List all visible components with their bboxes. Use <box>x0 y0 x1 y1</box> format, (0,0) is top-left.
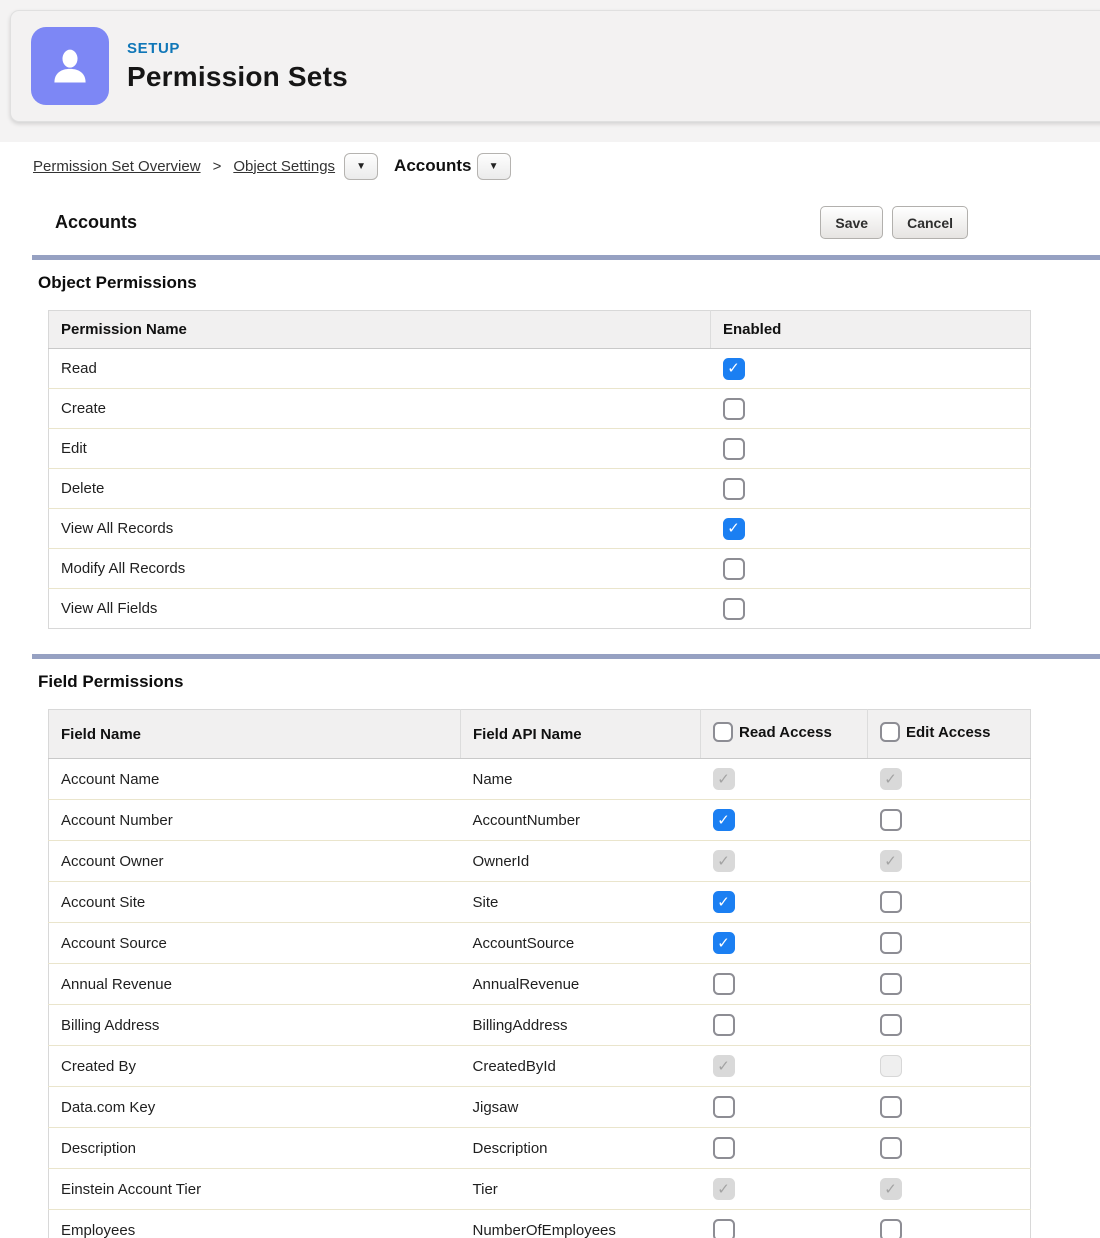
field-api-name-cell: AccountSource <box>461 923 701 964</box>
read-access-cell <box>701 882 868 923</box>
read-access-cell <box>701 759 868 800</box>
enabled-checkbox[interactable] <box>723 478 745 500</box>
field-name-cell: Account Number <box>49 800 461 841</box>
read-access-cell <box>701 1169 868 1210</box>
field-name-cell: Created By <box>49 1046 461 1087</box>
permission-name-cell: Edit <box>49 429 711 469</box>
enabled-cell <box>711 429 1031 469</box>
enabled-cell <box>711 589 1031 629</box>
field-api-name-cell: AnnualRevenue <box>461 964 701 1005</box>
edit-access-cell <box>868 1128 1031 1169</box>
field-permission-row <box>49 841 1031 882</box>
field-name-cell: Billing Address <box>49 1005 461 1046</box>
field-api-name-cell: Name <box>472 770 513 788</box>
edit-access-checkbox: ✓ <box>880 768 902 790</box>
field-permission-row <box>49 1046 1031 1087</box>
field-name-cell: Einstein Account Tier <box>49 1169 461 1210</box>
object-name-heading: Accounts <box>55 212 138 232</box>
field-api-name-cell: OwnerId <box>461 841 701 882</box>
edit-access-checkbox[interactable] <box>880 891 902 913</box>
object-permissions-table <box>48 310 1031 629</box>
read-access-checkbox[interactable] <box>713 1096 735 1118</box>
field-permissions-header-row <box>49 710 1031 759</box>
field-api-name-cell: AccountNumber <box>461 800 701 841</box>
section-divider <box>32 654 1100 659</box>
permission-name-cell: Modify All Records <box>49 549 711 589</box>
edit-access-cell <box>868 841 1031 882</box>
read-access-select-all-checkbox[interactable] <box>713 722 733 742</box>
field-permission-row <box>49 759 1031 800</box>
read-access-cell <box>701 1128 868 1169</box>
field-name-cell: Data.com Key <box>49 1087 461 1128</box>
object-permission-row <box>49 509 1031 549</box>
edit-access-checkbox[interactable] <box>880 1014 902 1036</box>
enabled-cell <box>711 349 1031 389</box>
object-permission-row <box>49 589 1031 629</box>
breadcrumb-current-object: Accounts <box>394 156 472 175</box>
read-access-checkbox: ✓ <box>713 1055 735 1077</box>
field-name-cell: Employees <box>49 1210 461 1238</box>
read-access-checkbox[interactable] <box>713 973 735 995</box>
read-access-cell <box>701 923 868 964</box>
edit-access-cell <box>868 1005 1031 1046</box>
chevron-down-icon: ▼ <box>488 160 499 172</box>
column-header-permission-name: Permission Name <box>49 311 711 349</box>
field-permission-row <box>49 800 1031 841</box>
field-permission-row <box>49 1169 1031 1210</box>
field-name-cell: Account Source <box>49 923 461 964</box>
field-name-cell: Account Site <box>49 882 461 923</box>
object-permission-row <box>49 549 1031 589</box>
field-name-cell: Account Name <box>61 770 160 788</box>
edit-access-cell <box>868 923 1031 964</box>
read-access-cell <box>701 841 868 882</box>
field-api-name-cell: NumberOfEmployees <box>461 1210 701 1238</box>
enabled-checkbox[interactable] <box>723 438 745 460</box>
field-permissions-table <box>48 709 1031 1238</box>
field-permissions-heading: Field Permissions <box>38 672 184 691</box>
breadcrumb-object-settings-link[interactable]: Object Settings <box>233 157 336 175</box>
enabled-checkbox[interactable]: ✓ <box>723 518 745 540</box>
edit-access-checkbox[interactable] <box>880 1219 902 1238</box>
edit-access-select-all-checkbox[interactable] <box>880 722 900 742</box>
main-content <box>0 142 1100 1238</box>
enabled-cell <box>711 509 1031 549</box>
read-access-cell <box>701 800 868 841</box>
edit-access-cell <box>868 1046 1031 1087</box>
permission-name-cell: View All Fields <box>49 589 711 629</box>
edit-access-cell <box>868 964 1031 1005</box>
read-access-checkbox[interactable] <box>713 1137 735 1159</box>
permission-name-cell: Delete <box>49 469 711 509</box>
enabled-checkbox[interactable] <box>723 598 745 620</box>
read-access-checkbox[interactable] <box>713 1014 735 1036</box>
field-permission-row <box>49 964 1031 1005</box>
read-access-checkbox[interactable]: ✓ <box>713 932 735 954</box>
edit-access-cell <box>868 1087 1031 1128</box>
edit-access-checkbox[interactable] <box>880 1096 902 1118</box>
field-api-name-cell: Tier <box>461 1169 701 1210</box>
field-api-name-cell: Site <box>461 882 701 923</box>
column-header-enabled: Enabled <box>711 311 1031 349</box>
edit-access-checkbox: ✓ <box>880 850 902 872</box>
field-permission-row <box>49 923 1031 964</box>
field-api-name-cell: CreatedById <box>461 1046 701 1087</box>
enabled-checkbox[interactable] <box>723 398 745 420</box>
field-name-cell: Account Owner <box>49 841 461 882</box>
enabled-checkbox[interactable]: ✓ <box>723 358 745 380</box>
save-button[interactable]: Save <box>820 206 883 239</box>
accounts-dropdown-button[interactable] <box>477 153 511 180</box>
edit-access-cell <box>868 1169 1031 1210</box>
edit-access-cell <box>868 1210 1031 1238</box>
edit-access-cell <box>868 882 1031 923</box>
enabled-cell <box>711 469 1031 509</box>
breadcrumb <box>33 150 1100 182</box>
page-title: Permission Sets <box>127 60 348 92</box>
edit-access-checkbox <box>880 1055 902 1077</box>
edit-access-checkbox[interactable] <box>880 973 902 995</box>
read-access-cell <box>701 964 868 1005</box>
setup-eyebrow: SETUP <box>127 39 181 57</box>
object-permission-row <box>49 429 1031 469</box>
cancel-button[interactable]: Cancel <box>892 206 968 239</box>
column-header-field-name: Field Name <box>49 710 461 759</box>
edit-access-label: Edit Access <box>906 723 991 741</box>
edit-access-checkbox[interactable] <box>880 809 902 831</box>
field-name-cell: Description <box>49 1128 461 1169</box>
read-access-checkbox: ✓ <box>713 768 735 790</box>
object-permission-row <box>49 349 1031 389</box>
chevron-down-icon: ▼ <box>356 160 366 172</box>
field-api-name-cell: Jigsaw <box>461 1087 701 1128</box>
read-access-cell <box>701 1087 868 1128</box>
read-access-checkbox[interactable]: ✓ <box>713 809 735 831</box>
person-icon <box>48 44 92 88</box>
edit-access-cell <box>868 800 1031 841</box>
read-access-checkbox: ✓ <box>713 850 735 872</box>
field-permissions-tbody <box>49 759 1031 1238</box>
enabled-cell <box>711 549 1031 589</box>
object-permissions-heading: Object Permissions <box>38 273 197 292</box>
action-buttons <box>820 206 968 239</box>
edit-access-checkbox: ✓ <box>880 1178 902 1200</box>
enabled-checkbox[interactable] <box>723 558 745 580</box>
breadcrumb-permission-set-overview-link[interactable]: Permission Set Overview <box>33 157 201 175</box>
edit-access-cell <box>868 759 1031 800</box>
object-permissions-tbody <box>49 349 1031 629</box>
read-access-cell <box>701 1005 868 1046</box>
read-access-cell <box>701 1210 868 1238</box>
field-permission-row <box>49 1210 1031 1238</box>
section-divider <box>32 255 1100 260</box>
field-permission-row <box>49 1128 1031 1169</box>
field-api-name-cell: BillingAddress <box>461 1005 701 1046</box>
column-header-read-access <box>701 710 868 759</box>
read-access-checkbox: ✓ <box>713 1178 735 1200</box>
setup-header-zone <box>0 0 1100 142</box>
field-permission-row <box>49 1005 1031 1046</box>
object-title-row <box>32 206 1100 239</box>
edit-access-checkbox[interactable] <box>880 1137 902 1159</box>
object-permission-row <box>49 469 1031 509</box>
field-permission-row <box>49 882 1031 923</box>
permission-sets-avatar <box>31 27 109 105</box>
read-access-label: Read Access <box>739 723 832 741</box>
object-settings-dropdown-button[interactable] <box>344 153 378 180</box>
setup-header-card <box>10 10 1100 122</box>
field-name-cell: Annual Revenue <box>49 964 461 1005</box>
column-header-edit-access <box>868 710 1031 759</box>
field-api-name-cell: Description <box>461 1128 701 1169</box>
enabled-cell <box>711 389 1031 429</box>
read-access-checkbox[interactable]: ✓ <box>713 891 735 913</box>
permission-name-cell: Create <box>49 389 711 429</box>
object-permission-row <box>49 389 1031 429</box>
field-permission-row <box>49 1087 1031 1128</box>
breadcrumb-separator: > <box>212 157 222 175</box>
permission-name-cell: Read <box>61 360 97 377</box>
column-header-field-api-name: Field API Name <box>461 710 701 759</box>
object-permissions-header-row <box>49 311 1031 349</box>
permission-name-cell: View All Records <box>49 509 711 549</box>
read-access-cell <box>701 1046 868 1087</box>
edit-access-checkbox[interactable] <box>880 932 902 954</box>
read-access-checkbox[interactable] <box>713 1219 735 1238</box>
